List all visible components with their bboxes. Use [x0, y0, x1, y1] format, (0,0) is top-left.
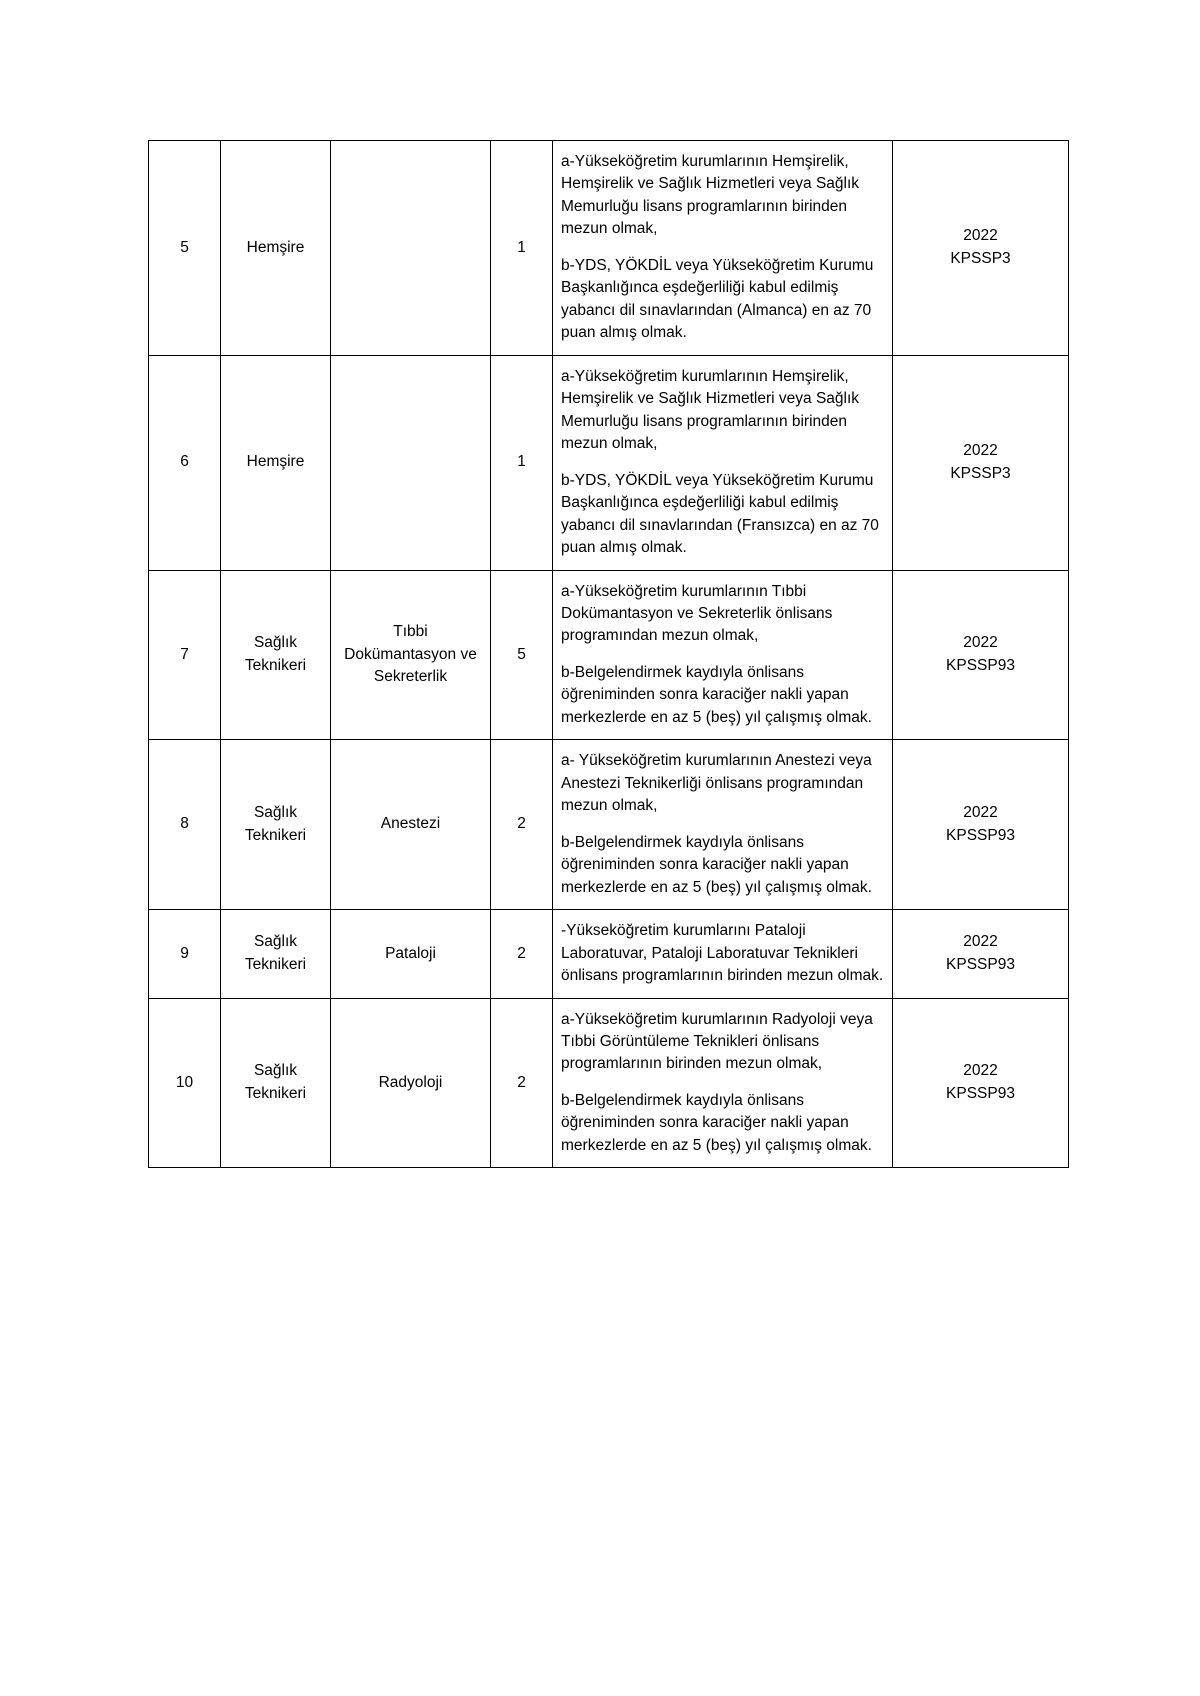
- row-conditions: [553, 910, 893, 998]
- row-branch: [331, 355, 491, 570]
- row-number: 8: [149, 740, 221, 910]
- condition-b: b-YDS, YÖKDİL veya Yükseköğretim Kurumu Başkanlığınca eşdeğerliliği kabul edilmiş yabancı dil sınavlarından (Almanca) en az 70 puan almış olmak.: [561, 256, 874, 342]
- row-year: 2022: [963, 634, 998, 652]
- condition-a: a-Yükseköğretim kurumlarının Hemşirelik, Hemşirelik ve Sağlık Hizmetleri veya Sağlık Memurluğu lisans programlarının birinden mezun olmak,: [561, 153, 860, 238]
- row-year-score: [893, 355, 1069, 570]
- row-year: 2022: [963, 804, 998, 822]
- row-count: 2: [491, 740, 553, 910]
- condition-b: b-Belgelendirmek kaydıyla önlisans öğreniminden sonra karaciğer nakli yapan merkezlerde en az 5 (beş) yıl çalışmış olmak.: [561, 1091, 872, 1154]
- table-row: [149, 570, 1069, 740]
- row-title: Sağlık Teknikeri: [221, 998, 331, 1168]
- condition-a: a-Yükseköğretim kurumlarının Hemşirelik, Hemşirelik ve Sağlık Hizmetleri veya Sağlık Memurluğu lisans programlarının birinden mezun olmak,: [561, 367, 860, 453]
- row-year-score: [893, 910, 1069, 998]
- row-conditions: [553, 998, 893, 1168]
- row-title: Sağlık Teknikeri: [221, 740, 331, 910]
- condition-b: b-Belgelendirmek kaydıyla önlisans öğreniminden sonra karaciğer nakli yapan merkezlerde en az 5 (beş) yıl çalışmış olmak.: [561, 663, 872, 726]
- table-row: [149, 910, 1069, 998]
- row-count: 2: [491, 998, 553, 1168]
- condition-a: -Yükseköğretim kurumlarını Pataloji Laboratuvar, Pataloji Laboratuvar Teknikleri önlisans programlarının birinden mezun olmak.: [561, 922, 884, 985]
- condition-b: b-Belgelendirmek kaydıyla önlisans öğreniminden sonra karaciğer nakli yapan merkezlerde en az 5 (beş) yıl çalışmış olmak.: [561, 833, 872, 896]
- row-conditions: [553, 570, 893, 740]
- row-title: Sağlık Teknikeri: [221, 910, 331, 998]
- row-conditions: [553, 355, 893, 570]
- row-number: 10: [149, 998, 221, 1168]
- table-row: [149, 141, 1069, 356]
- row-number: 9: [149, 910, 221, 998]
- row-title: Sağlık Teknikeri: [221, 570, 331, 740]
- condition-a: a- Yükseköğretim kurumlarının Anestezi veya Anestezi Teknikerliği önlisans programından mezun olmak,: [561, 752, 872, 815]
- row-count: 1: [491, 141, 553, 356]
- row-year: 2022: [963, 227, 998, 245]
- row-branch: Radyoloji: [331, 998, 491, 1168]
- row-count: 1: [491, 355, 553, 570]
- row-score-type: KPSSP93: [946, 1084, 1015, 1102]
- condition-b: b-YDS, YÖKDİL veya Yükseköğretim Kurumu Başkanlığınca eşdeğerliliği kabul edilmiş yabancı dil sınavlarından (Fransızca) en az 70 puan almış olmak.: [561, 471, 879, 557]
- row-title: Hemşire: [221, 141, 331, 356]
- row-number: 6: [149, 355, 221, 570]
- row-conditions: [553, 141, 893, 356]
- table-row: [149, 740, 1069, 910]
- condition-a: a-Yükseköğretim kurumlarının Radyoloji veya Tıbbi Görüntüleme Teknikleri önlisans programlarının birinden mezun olmak,: [561, 1010, 873, 1073]
- row-branch: Tıbbi Dokümantasyon ve Sekreterlik: [331, 570, 491, 740]
- row-count: 2: [491, 910, 553, 998]
- row-count: 5: [491, 570, 553, 740]
- row-title: Hemşire: [221, 355, 331, 570]
- row-year-score: [893, 998, 1069, 1168]
- row-year: 2022: [963, 442, 998, 460]
- row-year: 2022: [963, 933, 998, 951]
- row-score-type: KPSSP93: [946, 826, 1015, 844]
- row-year-score: [893, 740, 1069, 910]
- row-year-score: [893, 570, 1069, 740]
- row-score-type: KPSSP93: [946, 955, 1015, 973]
- row-score-type: KPSSP93: [946, 656, 1015, 674]
- row-branch: Anestezi: [331, 740, 491, 910]
- row-number: 5: [149, 141, 221, 356]
- row-branch: [331, 141, 491, 356]
- qualifications-table: [148, 140, 1069, 1168]
- row-score-type: KPSSP3: [950, 464, 1011, 482]
- table-row: [149, 355, 1069, 570]
- row-year: 2022: [963, 1062, 998, 1080]
- table-row: [149, 998, 1069, 1168]
- row-year-score: [893, 141, 1069, 356]
- row-conditions: [553, 740, 893, 910]
- row-score-type: KPSSP3: [950, 249, 1011, 267]
- row-number: 7: [149, 570, 221, 740]
- row-branch: Pataloji: [331, 910, 491, 998]
- condition-a: a-Yükseköğretim kurumlarının Tıbbi Dokümantasyon ve Sekreterlik önlisans programından mezun olmak,: [561, 582, 833, 645]
